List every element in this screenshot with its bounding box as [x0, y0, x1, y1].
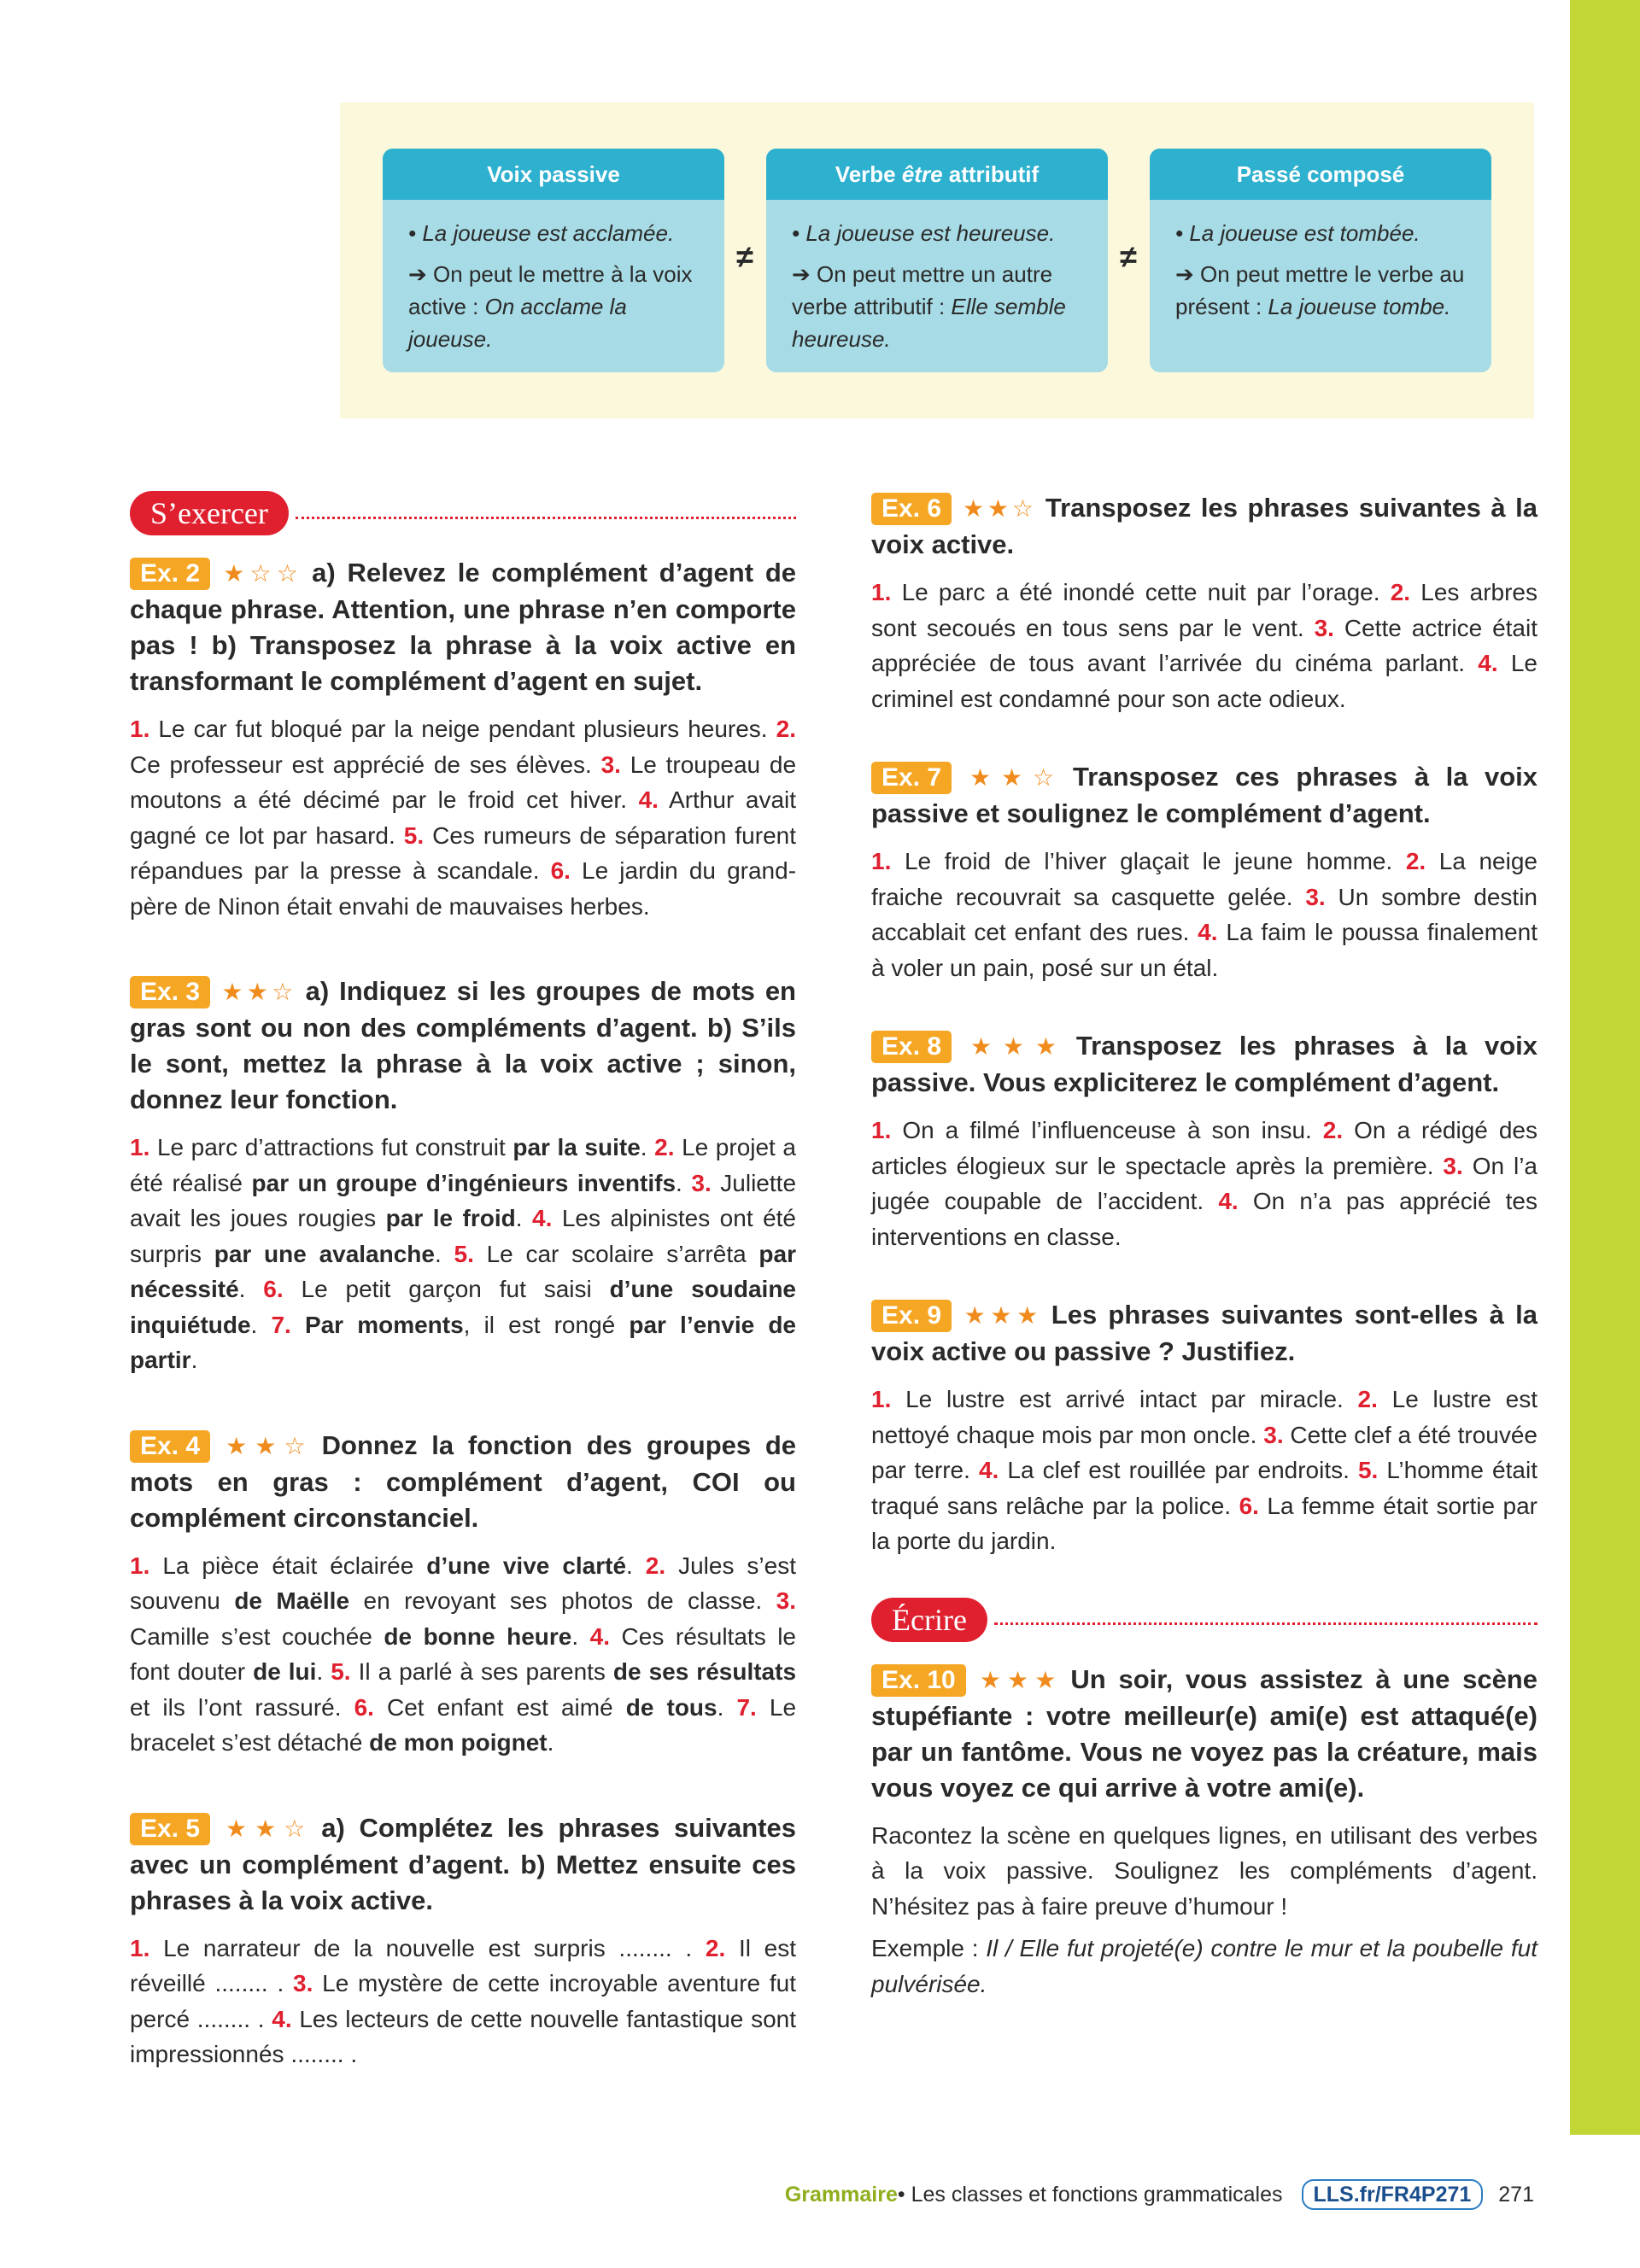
exercise-number: Ex. 3 [130, 976, 210, 1008]
exercise-sentences: 1. Le parc d’attractions fut construit par la suite. 2. Le projet a été réalisé par un groupe d’ingénieurs inventifs. 3. Juliette avait les joues rougies par le froid. 4. Les alpinistes ont été surpris par une avalanche. 5. Le car scolaire s’arrêta par nécessité. 6. Le petit garçon fut saisi d’une soudaine inquiétude. 7. Par moments, il est rongé par l’envie de partir. [130, 1134, 797, 1373]
exercise-instruction: Ex. 8 ★★★ Transposez les phrases à la voix passive. Vous expliciterez le complément d’agent. [871, 1031, 1538, 1097]
exercise-sentences: 1. Le froid de l’hiver glaçait le jeune homme. 2. La neige fraiche recouvrait sa casquette gelée. 3. Un sombre destin accablait cet enfant des rues. 4. La faim le poussa finalement à voler un pain, posé sur un étal. [871, 848, 1538, 981]
difficulty-stars-icon: ★★☆ [219, 979, 297, 1005]
exercise-number: Ex. 4 [130, 1430, 210, 1463]
exercise-8 [871, 1028, 1538, 1254]
exercise-number: Ex. 8 [871, 1031, 952, 1063]
exercise-instruction: Ex. 2 ★☆☆ a) Relevez le complément d’agent de chaque phrase. Attention, une phrase n’en comporte pas ! b) Transposez la phrase à la voix active en transformant le complément d’agent en sujet. [130, 558, 796, 696]
difficulty-stars-icon: ★★★ [960, 1033, 1068, 1060]
exercise-9 [871, 1297, 1538, 1559]
difficulty-stars-icon: ★★☆ [960, 495, 1037, 522]
card-verbe-etre [766, 149, 1108, 372]
exercise-4 [130, 1428, 796, 1761]
blank-line: ........ [618, 1934, 672, 1961]
blank-line: ........ [196, 2005, 251, 2032]
exercise-10 [871, 1662, 1538, 2002]
difficulty-stars-icon: ★★☆ [960, 764, 1065, 791]
difficulty-stars-icon: ★★★ [960, 1302, 1043, 1329]
page-number: 271 [1498, 2182, 1534, 2207]
section-title: S’exercer [130, 491, 289, 535]
card-explanation: ➔ On peut mettre un autre verbe attributif : Elle semble heureuse. [792, 261, 1066, 352]
exercise-7 [871, 759, 1538, 985]
card-example: • La joueuse est heureuse. [792, 220, 1056, 246]
exercise-number: Ex. 2 [130, 558, 210, 590]
not-equal-sign: ≠ [736, 239, 753, 274]
exercise-number: Ex. 5 [130, 1813, 210, 1845]
exercise-sentences: 1. Le lustre est arrivé intact par miracle. 2. Le lustre est nettoyé chaque mois par mon oncle. 3. Cette clef a été trouvée par terre. 4. La clef est rouillée par endroits. 5. L’homme était traqué sans relâche par la police. 6. La femme était sortie par la porte du jardin. [871, 1386, 1538, 1554]
card-example: • La joueuse est acclamée. [408, 220, 675, 246]
exercise-number: Ex. 6 [871, 493, 952, 525]
exercise-instruction: Ex. 9 ★★★ Les phrases suivantes sont-elles à la voix active ou passive ? Justifiez. [871, 1300, 1538, 1366]
blank-line: ........ [290, 2041, 344, 2067]
exercise-sentences: 1. Le narrateur de la nouvelle est surpris ........ . 2. Il est réveillé ........ . 3. Le mystère de cette incroyable aventure fut percé ........ . 4. Les lecteurs de cette nouvelle fantastique sont impressionnés ........ . [130, 1934, 797, 2067]
page-footer [683, 2179, 1534, 2210]
footer-link[interactable]: LLS.fr/FR4P271 [1302, 2179, 1484, 2210]
exercise-number: Ex. 9 [871, 1300, 952, 1332]
writing-example: Exemple : Il / Elle fut projeté(e) contre le mur et la poubelle fut pulvérisée. [871, 1935, 1538, 1997]
exercise-6 [871, 490, 1538, 716]
writing-prompt: Racontez la scène en quelques lignes, en utilisant des verbes à la voix passive. Soulignez les compléments d’agent. N’hésitez pas à faire preuve d’humour ! [871, 1821, 1538, 1920]
difficulty-stars-icon: ★★☆ [219, 1432, 313, 1459]
difficulty-stars-icon: ★☆☆ [219, 560, 304, 587]
card-title: Verbe être attributif [766, 149, 1108, 200]
section-title: Écrire [871, 1598, 987, 1642]
comparison-panel [340, 102, 1534, 418]
exercise-instruction: Ex. 5 ★★☆ a) Complétez les phrases suivantes avec un complément d’agent. b) Mettez ensuite ces phrases à la voix active. [130, 1812, 796, 1915]
footer-chapter: Grammaire [784, 2182, 898, 2207]
exercise-instruction: Ex. 10 ★★★ Un soir, vous assistez à une scène stupéfiante : votre meilleur(e) ami(e) est attaqué(e) par un fantôme. Vous ne voyez pas la créature, mais vous voyez ce qui arrive à votre ami(e). [871, 1663, 1538, 1803]
blank-line: ........ [214, 1970, 268, 1996]
exercise-number: Ex. 10 [871, 1664, 966, 1697]
card-title: Voix passive [383, 149, 724, 200]
exercise-instruction: Ex. 4 ★★☆ Donnez la fonction des groupes de mots en gras : complément d’agent, COI ou complément circonstanciel. [130, 1429, 796, 1533]
exercise-2 [130, 555, 796, 924]
difficulty-stars-icon: ★★☆ [219, 1815, 313, 1842]
footer-subtitle: • Les classes et fonctions grammaticales [897, 2182, 1283, 2207]
card-explanation: ➔ On peut le mettre à la voix active : On acclame la joueuse. [408, 261, 693, 352]
card-title: Passé composé [1150, 149, 1491, 200]
exercise-number: Ex. 7 [871, 762, 952, 794]
exercise-sentences: 1. On a filmé l’influenceuse à son insu. 2. On a rédigé des articles élogieux sur le spectacle après la première. 3. On l’a jugée coupable de l’accident. 4. On n’a pas apprécié tes interventions en classe. [871, 1117, 1538, 1250]
card-voix-passive [383, 149, 724, 372]
left-column [130, 490, 796, 2122]
card-explanation: ➔ On peut mettre le verbe au présent : La joueuse tombe. [1175, 261, 1465, 319]
exercise-instruction: Ex. 3 ★★☆ a) Indiquez si les groupes de mots en gras sont ou non des compléments d’agent. b) S’ils le sont, mettez la phrase à la voix active ; sinon, donnez leur fonction. [130, 976, 796, 1114]
exercise-sentences: 1. La pièce était éclairée d’une vive clarté. 2. Jules s’est souvenu de Maëlle en revoyant ses photos de classe. 3. Camille s’est couchée de bonne heure. 4. Ces résultats le font douter de lui. 5. Il a parlé à ses parents de ses résultats et ils l’ont rassuré. 6. Cet enfant est aimé de tous. 7. Le bracelet s’est détaché de mon poignet. [130, 1552, 797, 1756]
exercise-3 [130, 973, 796, 1378]
margin-color-bar [1570, 0, 1640, 2135]
difficulty-stars-icon: ★★★ [974, 1666, 1063, 1693]
exercise-instruction: Ex. 6 ★★☆ Transposez les phrases suivantes à la voix active. [871, 493, 1538, 559]
right-column [871, 490, 1538, 2051]
section-header-exercer [130, 490, 796, 536]
exercise-sentences: 1. Le parc a été inondé cette nuit par l’orage. 2. Les arbres sont secoués en tous sens par le vent. 3. Cette actrice était appréciée de tous avant l’arrivée du cinéma parlant. 4. Le criminel est condamné pour son acte odieux. [871, 579, 1538, 712]
exercise-instruction: Ex. 7 ★★☆ Transposez ces phrases à la voix passive et soulignez le complément d’agent. [871, 762, 1538, 828]
not-equal-sign: ≠ [1120, 239, 1137, 274]
exercise-sentences: 1. Le car fut bloqué par la neige pendant plusieurs heures. 2. Ce professeur est apprécié de ses élèves. 3. Le troupeau de moutons a été décimé par le froid cet hiver. 4. Arthur avait gagné ce lot par hasard. 5. Ces rumeurs de séparation furent répandues par la presse à scandale. 6. Le jardin du grand-père de Ninon était envahi de mauvaises herbes. [130, 716, 797, 920]
section-header-ecrire [871, 1597, 1538, 1643]
exercise-5 [130, 1810, 796, 2072]
card-passe-compose [1150, 149, 1491, 372]
card-example: • La joueuse est tombée. [1175, 220, 1420, 246]
